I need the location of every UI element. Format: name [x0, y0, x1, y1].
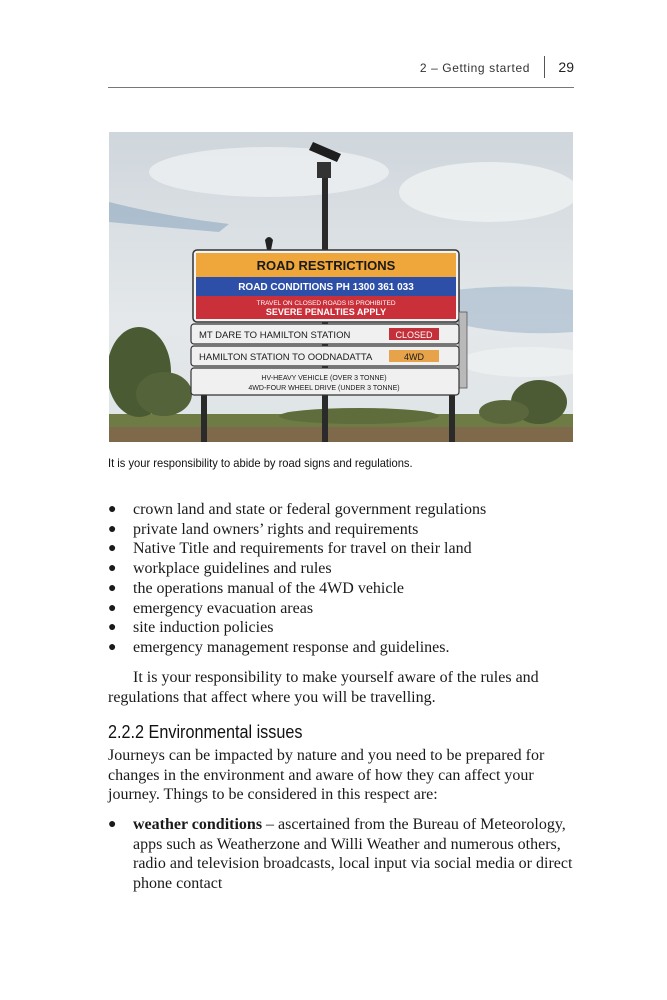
bullet-icon: ●	[108, 502, 117, 517]
section-heading: 2.2.2 Environmental issues	[108, 722, 303, 742]
list-item	[108, 520, 578, 540]
sign-route-1-status: CLOSED	[395, 330, 433, 340]
list-item-text: crown land and state or federal government regulations	[133, 501, 487, 518]
running-header	[108, 58, 574, 82]
list-item-text: private land owners’ rights and requirements	[133, 520, 419, 538]
header-divider	[544, 56, 545, 78]
header-rule	[108, 87, 574, 88]
sign-legend-2: 4WD-FOUR WHEEL DRIVE (UNDER 3 TONNE)	[248, 385, 400, 392]
bullet-icon: ●	[108, 521, 117, 537]
sign-warning-1: TRAVEL ON CLOSED ROADS IS PROHIBITED	[256, 300, 396, 307]
list-item	[108, 638, 578, 658]
responsibility-paragraph: It is your responsibility to make yourself aware of the rules and regulations that affect where you will be travelling.	[108, 669, 539, 706]
bullet-icon: ●	[108, 620, 117, 636]
road-sign-photo	[109, 132, 573, 442]
list-item-text: Native Title and requirements for travel on their land	[133, 540, 472, 558]
sign-legend-1: HV-HEAVY VEHICLE (OVER 3 TONNE)	[261, 375, 387, 382]
sign-warning-2: SEVERE PENALTIES APPLY	[265, 307, 387, 317]
list-item	[108, 599, 578, 619]
list-item-text: – ascertained from the Bureau of Meteorology, apps such as Weatherzone and Willi Weather and numerous others, radio and television broadcasts, local input via social media or direct phone contact	[133, 816, 573, 893]
sign-phone: ROAD CONDITIONS PH 1300 361 033	[238, 282, 414, 293]
page-number: 29	[558, 59, 574, 75]
bullet-icon: ●	[108, 600, 117, 616]
bullet-icon: ●	[108, 580, 117, 596]
sign-title: ROAD RESTRICTIONS	[256, 258, 396, 273]
list-item	[108, 559, 578, 579]
list-item-text: the operations manual of the 4WD vehicle	[133, 579, 405, 597]
bullet-icon: ●	[108, 561, 117, 577]
list-item-text: site induction policies	[133, 619, 274, 637]
list-item	[108, 815, 578, 894]
list-item	[108, 579, 578, 599]
sign-route-2: HAMILTON STATION TO OODNADATTA	[199, 352, 373, 363]
figure-caption: It is your responsibility to abide by road signs and regulations.	[108, 456, 413, 470]
list-item-term: weather conditions	[133, 816, 263, 833]
list-item	[108, 500, 578, 520]
bullet-icon: ●	[108, 639, 117, 655]
bullet-icon: ●	[108, 817, 117, 832]
list-item-text: emergency evacuation areas	[133, 599, 314, 617]
chapter-title: 2 – Getting started	[419, 61, 530, 75]
sign-route-2-status: 4WD	[404, 352, 424, 362]
sign-route-1: MT DARE TO HAMILTON STATION	[199, 330, 351, 341]
list-item	[108, 539, 578, 559]
regulations-list	[108, 500, 578, 658]
section-intro: Journeys can be impacted by nature and you need to be prepared for changes in the environment and aware of how they can affect your journey. Things to be considered in this respect are:	[108, 747, 545, 804]
list-item-text: emergency management response and guidelines.	[133, 638, 450, 656]
list-item	[108, 618, 578, 638]
list-item-text: workplace guidelines and rules	[133, 560, 332, 578]
environmental-list	[108, 815, 578, 894]
bullet-icon: ●	[108, 541, 117, 557]
